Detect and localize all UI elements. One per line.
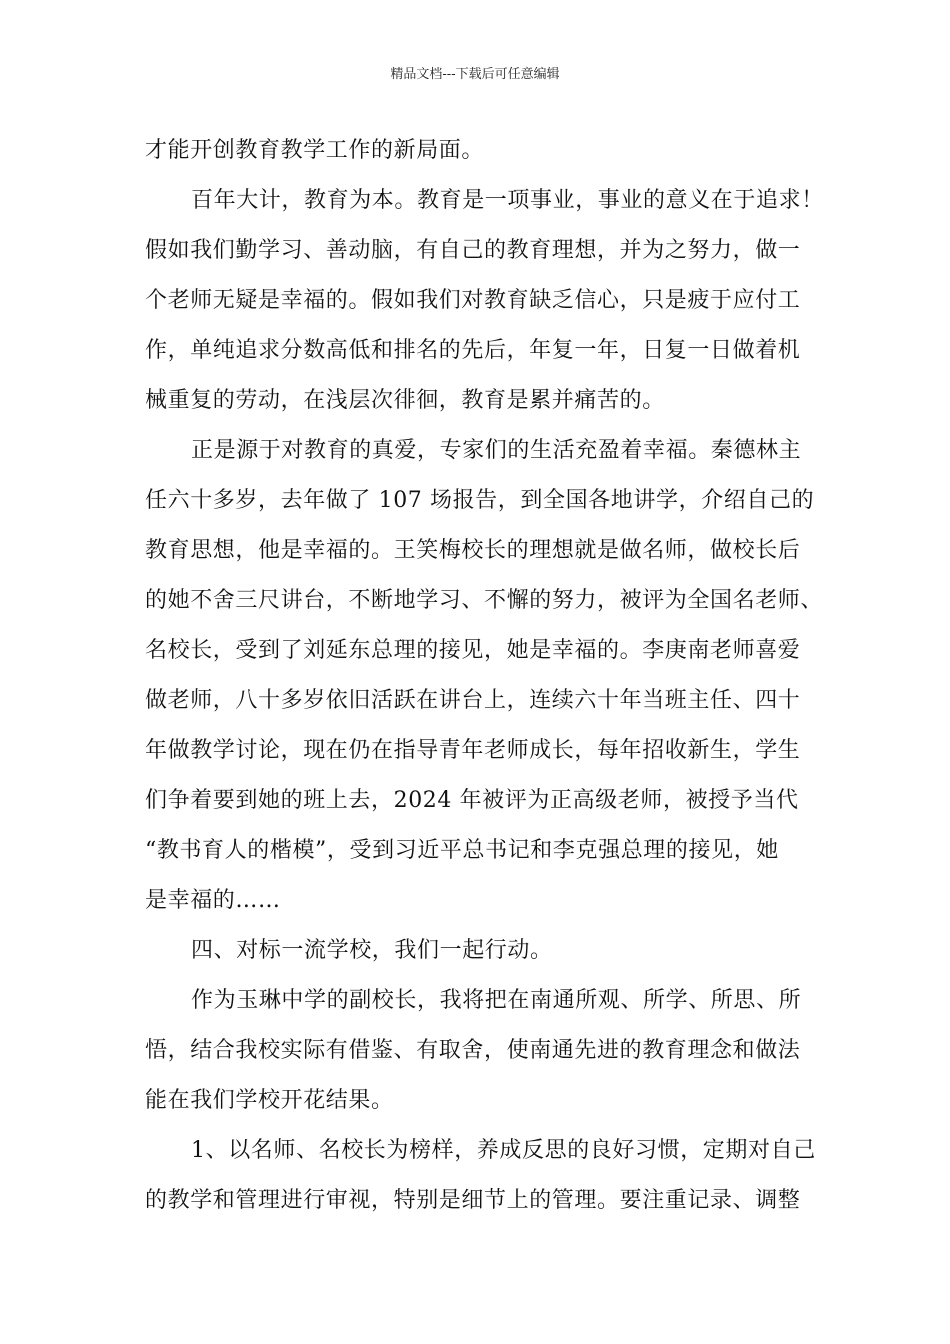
text-line: 年做教学讨论，现在仍在指导青年老师成长，每年招收新生，学生 (145, 738, 801, 763)
text-line: 是幸福的…… (145, 888, 281, 913)
text-line: 才能开创教育教学工作的新局面。 (145, 138, 485, 163)
text-line: 百年大计，教育为本。教育是一项事业，事业的意义在于追求！ (191, 188, 824, 213)
text-line: 做老师，八十多岁依旧活跃在讲台上，连续六十年当班主任、四十 (145, 688, 801, 713)
text-line: 假如我们勤学习、善动脑，有自己的教育理想，并为之努力，做一 (145, 238, 801, 263)
text-line: 的教学和管理进行审视，特别是细节上的管理。要注重记录、调整 (145, 1188, 801, 1213)
text-line: 个老师无疑是幸福的。假如我们对教育缺乏信心，只是疲于应付工 (145, 288, 801, 313)
text-line: 能在我们学校开花结果。 (145, 1088, 394, 1113)
text-line: 悟，结合我校实际有借鉴、有取舍，使南通先进的教育理念和做法 (145, 1038, 801, 1063)
text-line: 正是源于对教育的真爱，专家们的生活充盈着幸福。秦德林主 (191, 438, 802, 463)
text-line: 们争着要到她的班上去，2024 年被评为正高级老师，被授予当代 (145, 788, 799, 813)
text-line: 作，单纯追求分数高低和排名的先后，年复一年，日复一日做着机 (145, 338, 801, 363)
text-line: 作为玉琳中学的副校长，我将把在南通所观、所学、所思、所 (191, 988, 802, 1013)
page-header: 精品文档---下载后可任意编辑 (390, 67, 560, 82)
text-line: “教书育人的楷模”，受到习近平总书记和李克强总理的接见，她 (145, 838, 779, 863)
text-line: 教育思想，他是幸福的。王笑梅校长的理想就是做名师，做校长后 (145, 538, 801, 563)
document-body (145, 126, 824, 1226)
text-line: 名校长，受到了刘延东总理的接见，她是幸福的。李庚南老师喜爱 (145, 638, 801, 663)
text-line: 械重复的劳动，在浅层次徘徊，教育是累并痛苦的。 (145, 388, 665, 413)
text-line: 的她不舍三尺讲台，不断地学习、不懈的努力，被评为全国名老师、 (145, 588, 824, 613)
text-line: 1、以名师、名校长为榜样，养成反思的良好习惯，定期对自己 (191, 1138, 816, 1163)
text-line: 任六十多岁，去年做了 107 场报告，到全国各地讲学，介绍自己的 (145, 488, 815, 513)
text-line: 四、对标一流学校，我们一起行动。 (191, 938, 553, 963)
